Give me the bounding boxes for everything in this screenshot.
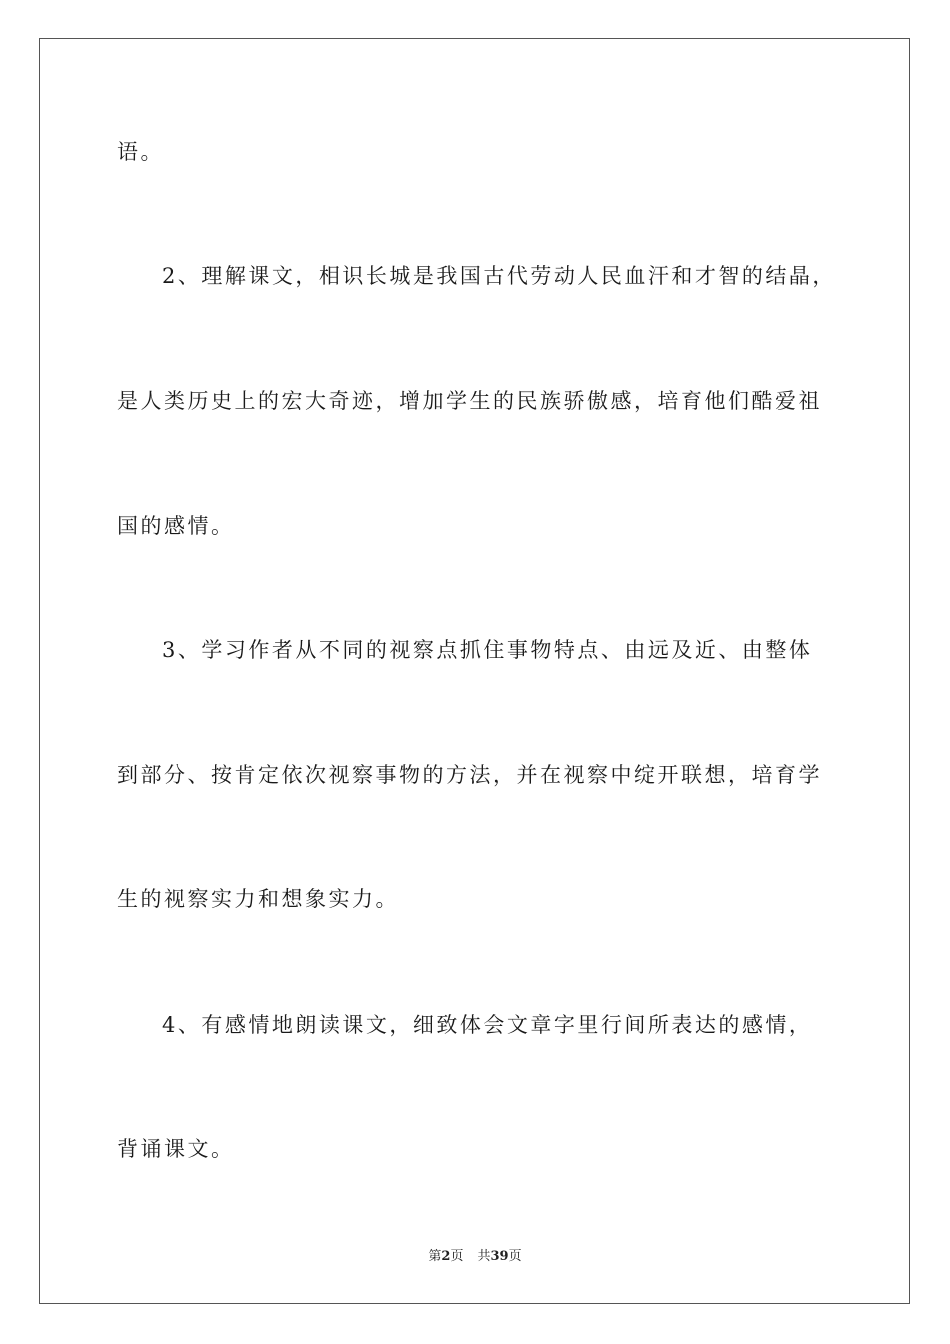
- text-line: 4、有感情地朗读课文，细致体会文章字里行间所表达的感情，: [162, 1013, 813, 1037]
- text-line: 生的视察实力和想象实力。: [117, 887, 399, 911]
- page-footer: [0, 1248, 950, 1266]
- text-line: 语。: [117, 140, 164, 164]
- page-suffix: 页: [450, 1249, 464, 1264]
- text-line: 是人类历史上的宏大奇迹，增加学生的民族骄傲感，培育他们酷爱祖: [117, 389, 822, 413]
- text-line: 2、理解课文，相识长城是我国古代劳动人民血汗和才智的结晶，: [162, 264, 836, 288]
- text-line: 背诵课文。: [117, 1137, 235, 1161]
- text-line: 到部分、按肯定依次视察事物的方法，并在视察中绽开联想，培育学: [117, 763, 822, 787]
- total-suffix: 页: [508, 1249, 522, 1264]
- text-line: 3、学习作者从不同的视察点抓住事物特点、由远及近、由整体: [162, 638, 813, 662]
- text-line: 国的感情。: [117, 514, 235, 538]
- page-number: 2: [441, 1249, 451, 1264]
- total-pages: 39: [490, 1249, 509, 1264]
- total-prefix: 共: [477, 1249, 491, 1264]
- page-border: [39, 38, 910, 1304]
- page-prefix: 第: [428, 1249, 442, 1264]
